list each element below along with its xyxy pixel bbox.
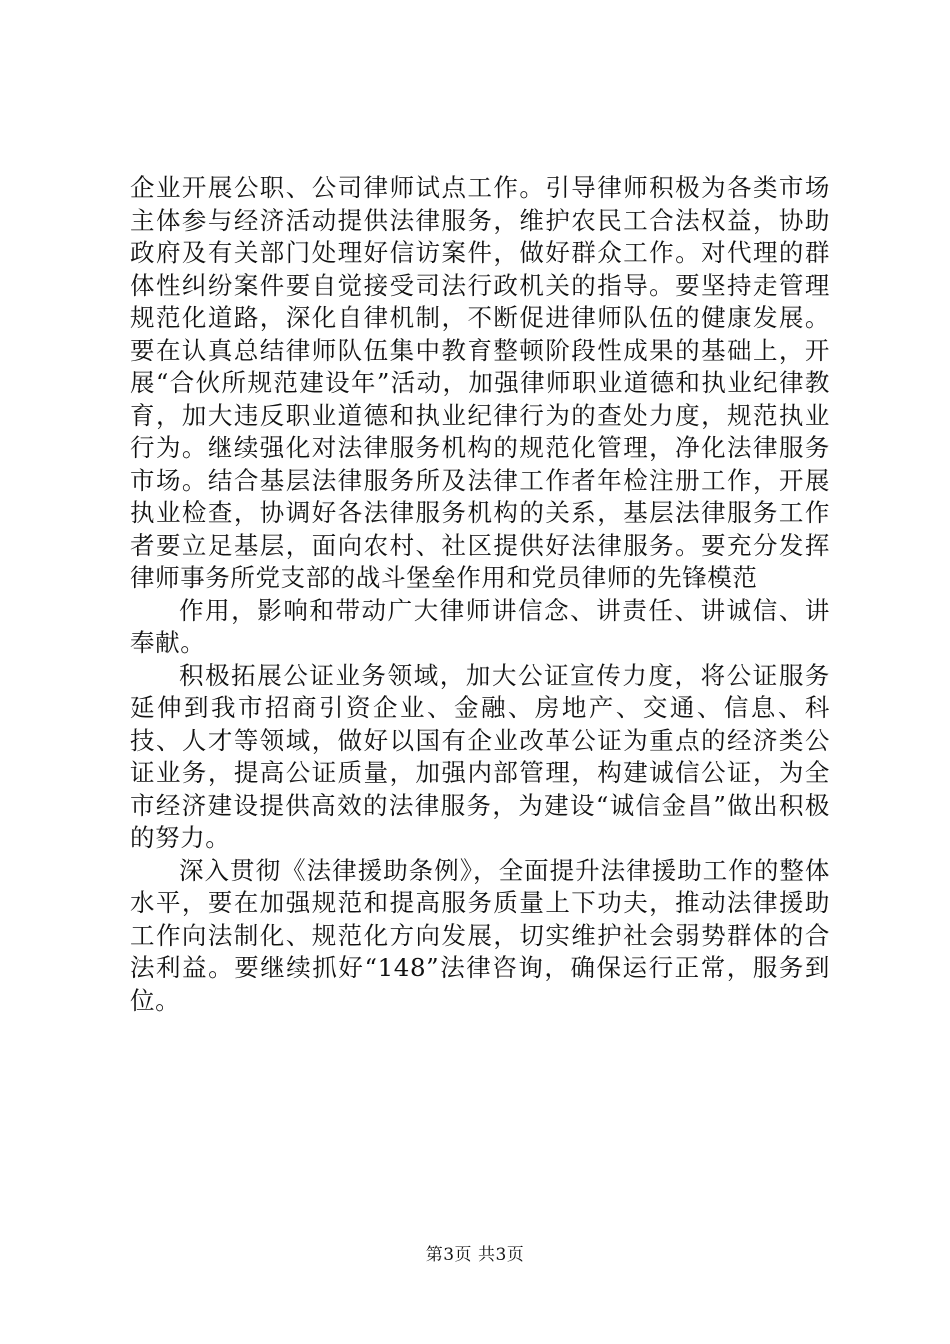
page-footer: 第3页 共3页 <box>425 1245 525 1265</box>
paragraph-3: 积极拓展公证业务领域，加大公证宣传力度，将公证服务延伸到我市招商引资企业、金融、房地产、交通、信息、科技、人才等领域，做好以国有企业改革公证为重点的经济类公证业务，提高公证质量，加强内部管理，构建诚信公证，为全市经济建设提供高效的法律服务，为建设“诚信金昌”做出积极的努力。 <box>130 660 830 852</box>
paragraph-4: 深入贯彻《法律援助条例》，全面提升法律援助工作的整体水平，要在加强规范和提高服务质量上下功夫，推动法律援助工作向法制化、规范化方向发展，切实维护社会弱势群体的合法利益。要继续抓好“148”法律咨询，确保运行正常，服务到位。 <box>130 855 830 1015</box>
paragraph-1: 企业开展公职、公司律师试点工作。引导律师积极为各类市场主体参与经济活动提供法律服务，维护农民工合法权益，协助政府及有关部门处理好信访案件，做好群众工作。对代理的群体性纠纷案件要自觉接受司法行政机关的指导。要坚持走管理规范化道路，深化自律机制，不断促进律师队伍的健康发展。要在认真总结律师队伍集中教育整顿阶段性成果的基础上，开展“合伙所规范建设年”活动，加强律师职业道德和执业纪律教育，加大违反职业道德和执业纪律行为的查处力度，规范执业行为。继续强化对法律服务机构的规范化管理，净化法律服务市场。结合基层法律服务所及法律工作者年检注册工作，开展执业检查，协调好各法律服务机构的关系，基层法律服务工作者要立足基层，面向农村、社区提供好法律服务。要充分发挥律师事务所党支部的战斗堡垒作用和党员律师的先锋模范 <box>130 173 830 592</box>
document-body <box>130 172 830 1017</box>
paragraph-2: 作用，影响和带动广大律师讲信念、讲责任、讲诚信、讲奉献。 <box>130 595 830 657</box>
